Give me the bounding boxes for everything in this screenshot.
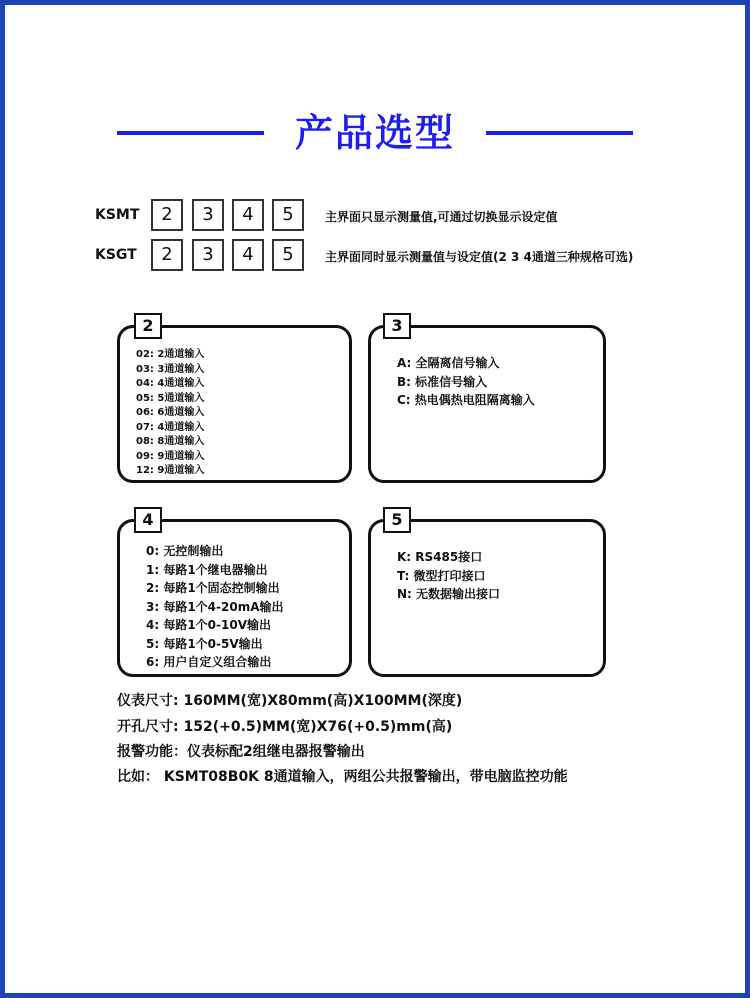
model-prefix: KSMT: [95, 207, 140, 223]
code-box-4: 4: [232, 239, 264, 271]
list-item: 0: 无控制输出: [146, 544, 224, 558]
panel-tag-3: 3: [383, 313, 411, 339]
panel-input-type: [368, 325, 606, 483]
panel-channels: [117, 325, 352, 483]
model-description: 主界面只显示测量值,可通过切换显示设定值: [325, 210, 558, 224]
spec-alarm: 报警功能：仪表标配2组继电器报警输出: [117, 744, 365, 760]
list-item: 3: 每路1个4-20mA输出: [146, 599, 284, 614]
list-item: 03: 3通道输入: [136, 363, 205, 375]
panel-tag-2: 2: [134, 313, 162, 339]
list-item: 07: 4通道输入: [136, 421, 205, 433]
panel-communication: [368, 519, 606, 677]
list-item: A: 全隔离信号输入: [397, 356, 500, 370]
panel-tag-5: 5: [383, 507, 411, 533]
list-item: 6: 用户自定义组合输出: [146, 655, 272, 669]
list-item: 04: 4通道输入: [136, 378, 205, 389]
page-title: 产品选型: [294, 111, 455, 155]
title-rule-left: [117, 131, 264, 135]
model-prefix: KSGT: [95, 247, 137, 263]
list-item: 09: 9通道输入: [136, 450, 205, 462]
list-item: 12: 9通道输入: [136, 465, 205, 476]
code-box-5: 5: [272, 239, 304, 271]
list-item: N: 无数据输出接口: [397, 587, 501, 601]
interface-option-list: [397, 548, 500, 604]
list-item: 1: 每路1个继电器输出: [146, 562, 268, 577]
spec-cutout: 开孔尺寸: 152(+0.5)MM(宽)X76(+0.5)mm(高): [117, 719, 453, 735]
list-item: T: 微型打印接口: [397, 568, 486, 583]
list-item: 08: 8通道输入: [136, 436, 205, 447]
code-box-2: 2: [151, 199, 183, 231]
code-box-4: 4: [232, 199, 264, 231]
code-box-2: 2: [151, 239, 183, 271]
spec-dimensions: 仪表尺寸: 160MM(宽)X80mm(高)X100MM(深度): [117, 693, 463, 709]
list-item: 06: 6通道输入: [136, 407, 205, 418]
input-option-list: [397, 354, 535, 410]
list-item: 02: 2通道输入: [136, 349, 205, 360]
list-item: 4: 每路1个0-10V输出: [146, 618, 271, 632]
panel-tag-4: 4: [134, 507, 162, 533]
list-item: 5: 每路1个0-5V输出: [146, 636, 263, 651]
code-box-5: 5: [272, 199, 304, 231]
code-box-3: 3: [192, 239, 224, 271]
model-description: 主界面同时显示测量值与设定值(2 3 4通道三种规格可选): [325, 250, 634, 264]
channel-option-list: [136, 348, 204, 479]
list-item: K: RS485接口: [397, 550, 483, 564]
output-option-list: [146, 542, 284, 672]
panel-control-output: [117, 519, 352, 677]
list-item: B: 标准信号输入: [397, 374, 488, 389]
code-box-3: 3: [192, 199, 224, 231]
list-item: 05: 5通道输入: [136, 392, 205, 404]
title-rule-right: [486, 131, 633, 135]
list-item: C: 热电偶热电阻隔离输入: [397, 393, 535, 407]
list-item: 2: 每路1个固态控制输出: [146, 581, 280, 595]
spec-example: 比如： KSMT08B0K 8通道输入，两组公共报警输出，带电脑监控功能: [117, 769, 568, 785]
